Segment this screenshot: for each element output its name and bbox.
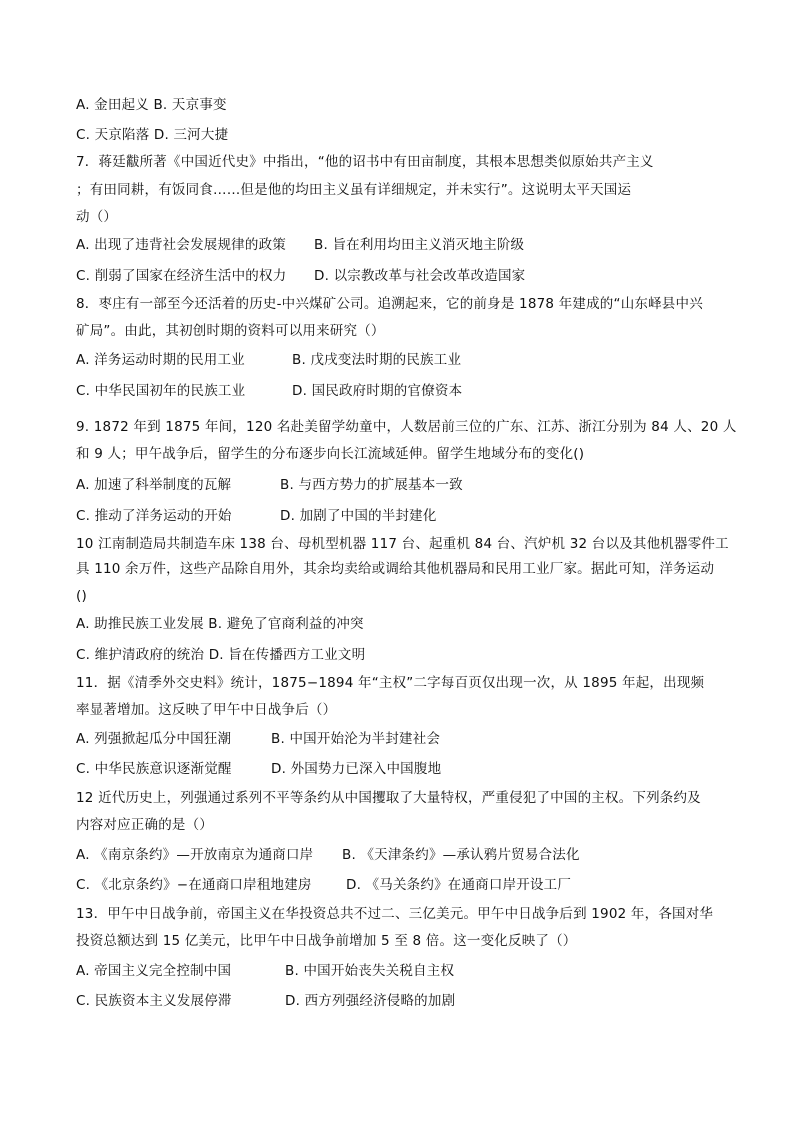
- q12-option-c: C. 《北京条约》−在通商口岸租地建房: [76, 877, 312, 893]
- q11-option-b: B. 中国开始沦为半封建社会: [271, 731, 441, 747]
- q6-options-row-1: A. 金田起义 B. 天京事变: [76, 97, 227, 113]
- q12-option-a: A. 《南京条约》—开放南京为通商口岸: [76, 847, 314, 863]
- q11-option-a: A. 列强掀起瓜分中国狂潮: [76, 731, 232, 747]
- q13-option-d: D. 西方列强经济侵略的加剧: [285, 993, 456, 1009]
- q7-option-c: C. 削弱了国家在经济生活中的权力: [76, 268, 287, 284]
- q8-option-d: D. 国民政府时期的官僚资本: [292, 383, 463, 399]
- q7-stem-line-1: 7．蒋廷黻所著《中国近代史》中指出，“他的诏书中有田亩制度，其根本思想类似原始共产主义: [76, 154, 654, 170]
- q10-options-row-2: C. 维护清政府的统治 D. 旨在传播西方工业文明: [76, 647, 366, 663]
- q8-option-c: C. 中华民国初年的民族工业: [76, 383, 246, 399]
- q10-stem-line-1: 10 江南制造局共制造车床 138 台、母机型机器 117 台、起重机 84 台、汽炉机 32 台以及其他机器零件工: [76, 536, 729, 552]
- q13-option-b: B. 中国开始丧失关税自主权: [285, 963, 455, 979]
- q13-option-a: A. 帝国主义完全控制中国: [76, 963, 232, 979]
- q7-option-d: D. 以宗教改革与社会改革改造国家: [314, 268, 526, 284]
- q11-stem-line-2: 率显著增加。这反映了甲午中日战争后（）: [76, 702, 337, 718]
- q10-stem-line-3: (): [76, 588, 87, 604]
- q13-stem-line-1: 13．甲午中日战争前，帝国主义在华投资总共不过二、三亿美元。甲午中日战争后到 1902 年，各国对华: [76, 906, 714, 922]
- q8-stem-line-2: 矿局”。由此，其初创时期的资料可以用来研究（）: [76, 323, 385, 339]
- q12-stem-line-2: 内容对应正确的是（）: [76, 817, 213, 833]
- q9-stem-line-2: 和 9 人；甲午战争后，留学生的分布逐步向长江流域延伸。留学生地域分布的变化(): [76, 446, 585, 462]
- q9-option-a: A. 加速了科举制度的瓦解: [76, 477, 232, 493]
- q7-stem-line-3: 动（）: [76, 209, 118, 225]
- q9-stem-line-1: 9. 1872 年到 1875 年间，120 名赴美留学幼童中，人数居前三位的广东、江苏、浙江分别为 84 人、20 人: [76, 419, 737, 435]
- q9-option-b: B. 与西方势力的扩展基本一致: [280, 477, 463, 493]
- q10-options-row-1: A. 助推民族工业发展 B. 避免了官商利益的冲突: [76, 616, 364, 632]
- q9-option-c: C. 推动了洋务运动的开始: [76, 508, 232, 524]
- q7-option-b: B. 旨在利用均田主义消灭地主阶级: [314, 237, 525, 253]
- q12-stem-line-1: 12 近代历史上，列强通过系列不平等条约从中国攫取了大量特权，严重侵犯了中国的主权。下列条约及: [76, 790, 701, 806]
- q13-option-c: C. 民族资本主义发展停滞: [76, 993, 232, 1009]
- q8-option-b: B. 戊戌变法时期的民族工业: [292, 352, 462, 368]
- q12-option-b: B. 《天津条约》—承认鸦片贸易合法化: [342, 847, 580, 863]
- q7-option-a: A. 出现了违背社会发展规律的政策: [76, 237, 286, 253]
- q7-stem-line-2: ；有田同耕，有饭同食……但是他的均田主义虽有详细规定，并未实行”。这说明太平天国运: [76, 182, 632, 198]
- q6-options-row-2: C. 天京陷落 D. 三河大捷: [76, 127, 229, 143]
- q11-stem-line-1: 11．据《清季外交史料》统计，1875−1894 年“主权”二字每百页仅出现一次，从 1895 年起，出现频: [76, 675, 705, 691]
- q11-option-d: D. 外国势力已深入中国腹地: [271, 761, 442, 777]
- q9-option-d: D. 加剧了中国的半封建化: [280, 508, 437, 524]
- q13-stem-line-2: 投资总额达到 15 亿美元，比甲午中日战争前增加 5 至 8 倍。这一变化反映了（）: [76, 933, 577, 949]
- q8-option-a: A. 洋务运动时期的民用工业: [76, 352, 245, 368]
- q10-stem-line-2: 具 110 余万件，这些产品除自用外，其余均卖给或调给其他机器局和民用工业厂家。据此可知，洋务运动: [76, 561, 715, 577]
- q12-option-d: D. 《马关条约》在通商口岸开设工厂: [346, 877, 572, 893]
- q8-stem-line-1: 8．枣庄有一部至今还活着的历史-中兴煤矿公司。追溯起来，它的前身是 1878 年建成的“山东峄县中兴: [76, 296, 703, 312]
- q11-option-c: C. 中华民族意识逐渐觉醒: [76, 761, 232, 777]
